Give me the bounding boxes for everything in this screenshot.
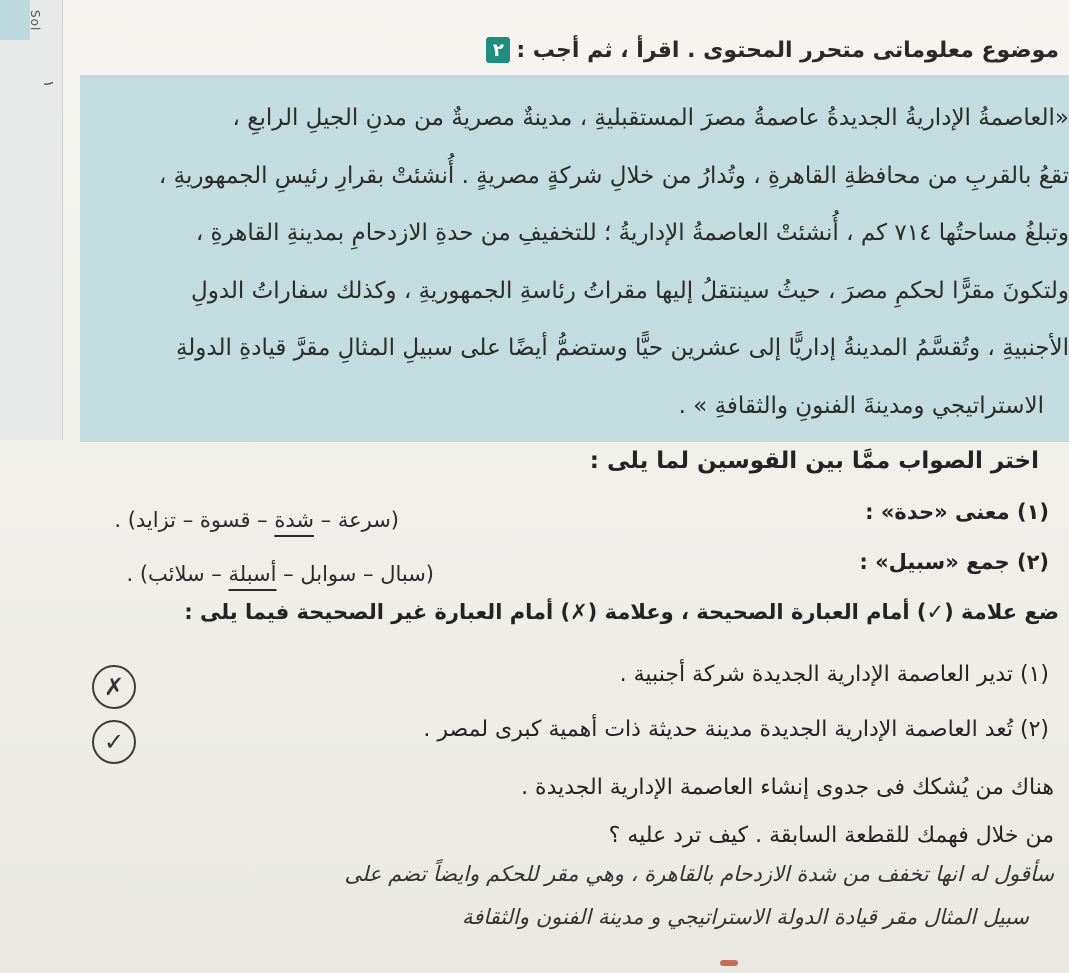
handwritten-answer-line-2: سبيل المثال مقر قيادة الدولة الاستراتيجي و مدينة الفنون والثقافة xyxy=(461,905,1029,929)
side-strip xyxy=(0,0,63,440)
x-mark-circle: ✗ xyxy=(92,665,136,709)
q2-options-rest: – سلائب) . xyxy=(126,562,229,586)
q1-options-answer: شدة xyxy=(274,508,314,532)
q1-options-open: (سرعة – xyxy=(313,508,399,532)
passage-line: تقعُ بالقربِ من محافظةِ القاهرةِ ، وتُدارُ من خلالِ شركةٍ مصريةٍ . أُنشئتْ بقرارِ رئيسِ الجمهوريةِ ، xyxy=(158,162,1069,189)
passage-line: الاستراتيجي ومدينةَ الفنونِ والثقافةِ » . xyxy=(678,392,1044,419)
check-mark-circle: ✓ xyxy=(92,720,136,764)
q1-label: (١) معنى «حدة» : xyxy=(865,500,1049,524)
passage-text xyxy=(94,90,1069,435)
passage-line: الأجنبيةِ ، وتُقسَّمُ المدينةُ إداريًّا إلى عشرين حيًّا وستضمُّ أيضًا على سبيلِ المثالِ مقرَّ قيادةِ الدولةِ xyxy=(175,335,1069,361)
passage-line: وتبلغُ مساحتُها ٧١٤ كم ، أُنشئتْ العاصمةُ الإداريةُ ؛ للتخفيفِ من حدةِ الازدحامِ بمدينةِ القاهرةِ ، xyxy=(195,220,1069,246)
q2-options-answer: أسبلة xyxy=(228,562,277,586)
passage-line: ولتكونَ مقرًّا لحكمِ مصرَ ، حيثُ سينتقلُ إليها مقراتُ رئاسةِ الجمهوريةِ ، وكذلك سفاراتُ الدولِ xyxy=(191,277,1069,304)
section-b-title: ضع علامة (✓) أمام العبارة الصحيحة ، وعلامة (✗) أمام العبارة غير الصحيحة فيما يلى : xyxy=(184,600,1059,624)
side-tab xyxy=(0,0,30,40)
section-c-line-2: من خلال فهمك للقطعة السابقة . كيف ترد عليه ؟ xyxy=(608,823,1054,848)
page-number-mark xyxy=(720,960,738,966)
q1-options-rest: – قسوة – تزايد) . xyxy=(114,508,275,532)
question-header xyxy=(486,30,1059,70)
question-number: ٢ xyxy=(486,37,510,63)
statement-2: (٢) تُعد العاصمة الإدارية الجديدة مدينة حديثة ذات أهمية كبرى لمصر . xyxy=(423,717,1049,742)
q2-label: (٢) جمع «سبيل» : xyxy=(859,550,1049,574)
handwritten-answer-line-1: سأقول له انها تخفف من شدة الازدحام بالقاهرة ، وهي مقر للحكم وايضاً تضم على xyxy=(344,862,1054,886)
side-marker: ١ xyxy=(40,80,56,88)
section-a-title: اختر الصواب ممَّا بين القوسين لما يلى : xyxy=(589,448,1039,474)
section-c-line-1: هناك من يُشكك فى جدوى إنشاء العاصمة الإدارية الجديدة . xyxy=(521,775,1054,800)
q2-options xyxy=(127,562,435,586)
side-vertical-text: Sol xyxy=(28,10,42,32)
passage-line: «العاصمةُ الإداريةُ الجديدةُ عاصمةُ مصرَ المستقبليةِ ، مدينةٌ مصريةٌ من مدنِ الجيلِ الرابعِ ، xyxy=(232,105,1069,131)
q1-options xyxy=(114,508,399,532)
statement-1: (١) تدير العاصمة الإدارية الجديدة شركة أجنبية . xyxy=(619,662,1049,687)
question-header-text: موضوع معلوماتى متحرر المحتوى . اقرأ ، ثم أجب : xyxy=(516,37,1059,63)
q2-options-open: (سبال – سوابل – xyxy=(276,562,434,586)
